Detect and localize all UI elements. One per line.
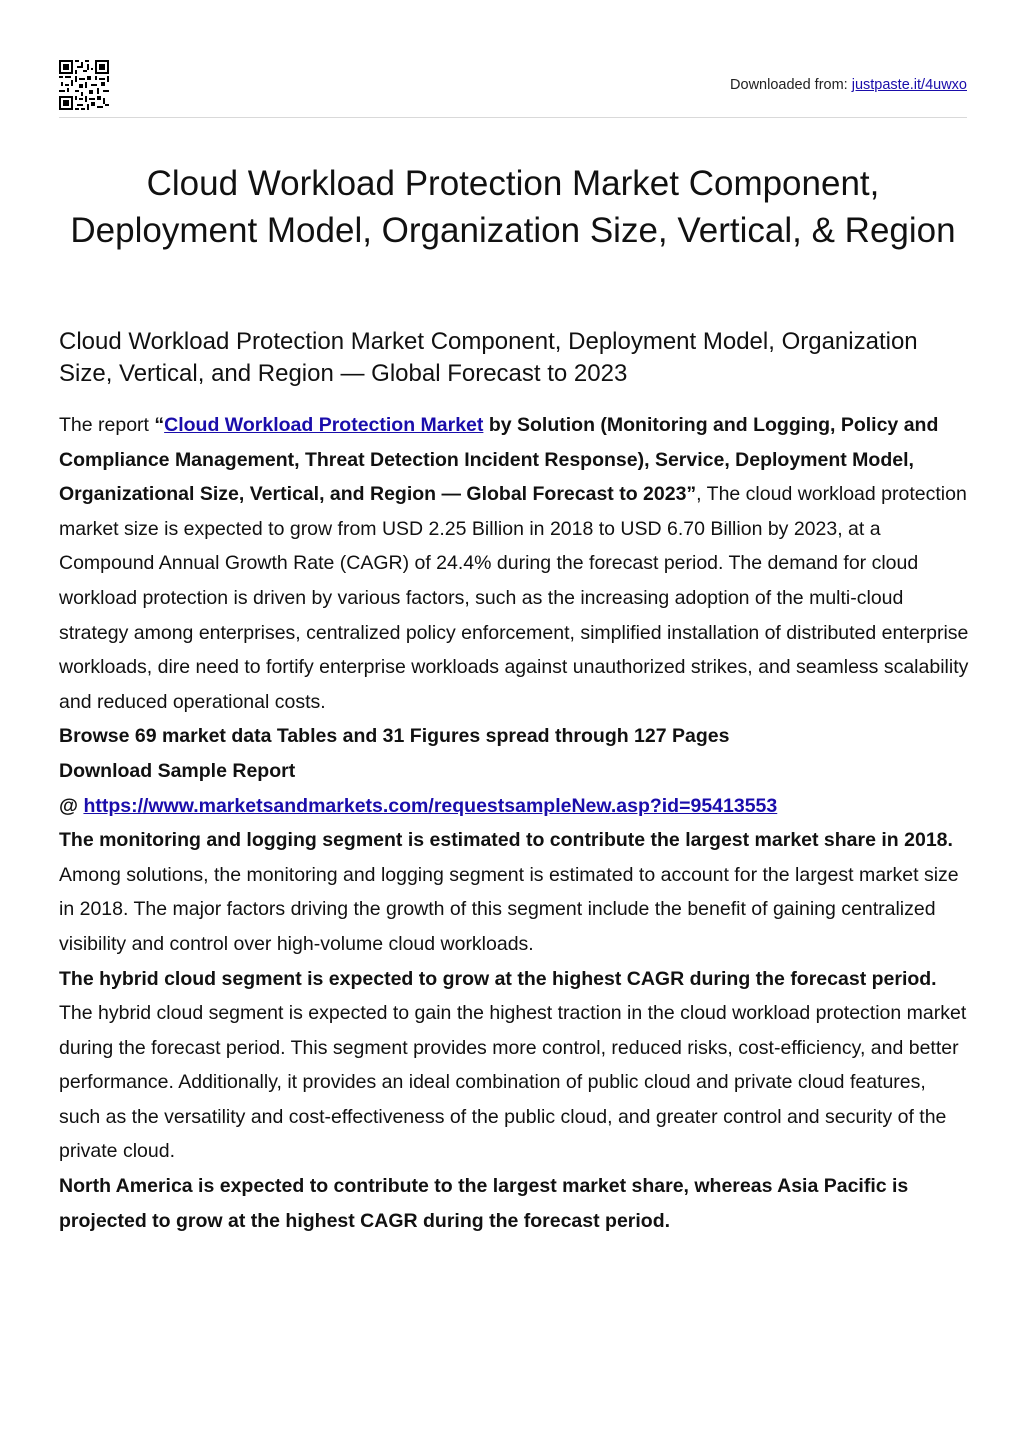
qr-code-icon — [59, 60, 109, 110]
quote-open: “ — [154, 414, 165, 436]
download-source — [730, 77, 967, 93]
page-header — [59, 60, 967, 118]
intro-lead: The report — [59, 414, 155, 436]
section-heading: North America is expected to contribute to the largest market share, whereas Asia Pacific is projected to grow at the highest CAGR during the forecast period. — [59, 1175, 909, 1232]
sample-link-prefix: @ — [59, 794, 84, 817]
downloaded-label: Downloaded from: — [730, 77, 848, 93]
intro-text: , The cloud workload protection market size is expected to grow from USD 2.25 Billion in 2018 to USD 6.70 Billion by 2023, at a Compound Annual Growth Rate (CAGR) of 24.4% during the forecast period. The demand for cloud workload protection is driven by various factors, such as the increasing adoption of the multi-cloud strategy among enterprises, centralized policy enforcement, simplified installation of distributed enterprise workloads, dire need to fortify enterprise workloads against unauthorized strikes, and seamless scalability and reduced operational costs. — [59, 483, 969, 713]
source-link[interactable]: justpaste.it/4uwxo — [851, 77, 967, 93]
market-report-link[interactable]: Cloud Workload Protection Market — [164, 414, 484, 436]
page-subtitle: Cloud Workload Protection Market Component, Deployment Model, Organization Size, Vertical, and Region — Global Forecast to 2023 — [59, 328, 918, 387]
page-title: Cloud Workload Protection Market Component, Deployment Model, Organization Size, Vertical, & Region — [70, 164, 956, 250]
sample-link-line — [59, 789, 971, 824]
section-text: The hybrid cloud segment is expected to gain the highest traction in the cloud workload protection market during the forecast period. This segment provides more control, reduced risks, cost-efficiency, and better performance. Additionally, it provides an ideal combination of public cloud and private cloud features, such as the versatility and cost-effectiveness of the public cloud, and greater control and security of the private cloud. — [59, 1002, 967, 1163]
section-heading: The monitoring and logging segment is estimated to contribute the largest market share in 2018. — [59, 829, 953, 852]
sample-report-link[interactable]: https://www.marketsandmarkets.com/requestsampleNew.asp?id=95413553 — [83, 794, 778, 817]
download-sample-label: Download Sample Report — [59, 759, 296, 782]
intro-paragraph — [59, 408, 971, 719]
section-text: Among solutions, the monitoring and logging segment is estimated to account for the largest market size in 2018. The major factors driving the growth of this segment include the benefit of gaining centralized visibility and control over high-volume cloud workloads. — [59, 863, 959, 955]
report-title-rest: by Solution (Monitoring and Logging, Policy and Compliance Management, Threat Detection Incident Response), Service, Deployment Model, Organizational Size, Vertical, and Region — Global Forecast to 2023” — [59, 414, 939, 506]
section-heading: The hybrid cloud segment is expected to grow at the highest CAGR during the forecast period. — [59, 967, 937, 990]
browse-line: Browse 69 market data Tables and 31 Figures spread through 127 Pages — [59, 725, 730, 748]
article-body — [59, 408, 971, 1238]
